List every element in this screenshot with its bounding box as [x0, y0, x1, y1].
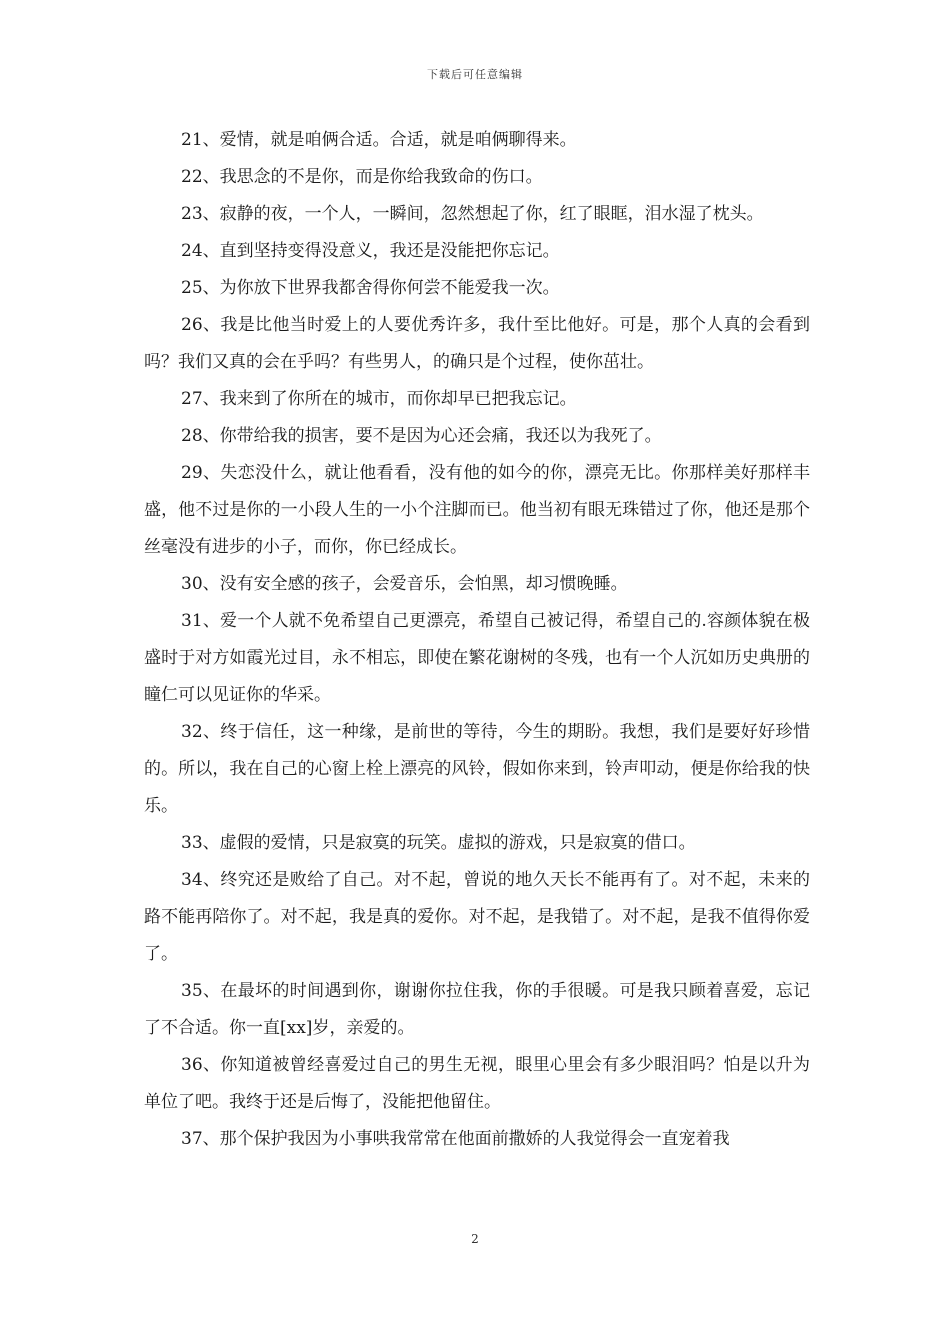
paragraph-37: 37、那个保护我因为小事哄我常常在他面前撒娇的人我觉得会一直宠着我 — [181, 1129, 730, 1149]
page-header: 下载后可任意编辑 — [427, 68, 523, 81]
paragraph-26: 26、我是比他当时爱上的人要优秀许多，我什至比他好。可是，那个人真的会看到吗？我们又真的会在乎吗？有些男人，的确只是个过程，使你茁壮。 — [144, 315, 810, 372]
paragraph-24: 24、直到坚持变得没意义，我还是没能把你忘记。 — [181, 241, 560, 261]
paragraph-25: 25、为你放下世界我都舍得你何尝不能爱我一次。 — [181, 278, 560, 298]
paragraph-32: 32、终于信任，这一种缘，是前世的等待，今生的期盼。我想，我们是要好好珍惜的。所以，我在自己的心窗上栓上漂亮的风铃，假如你来到，铃声叩动，便是你给我的快乐。 — [144, 722, 810, 816]
paragraph-28: 28、你带给我的损害，要不是因为心还会痛，我还以为我死了。 — [181, 426, 662, 446]
paragraph-36: 36、你知道被曾经喜爱过自己的男生无视，眼里心里会有多少眼泪吗？怕是以升为单位了吧。我终于还是后悔了，没能把他留住。 — [144, 1055, 810, 1112]
paragraph-35: 35、在最坏的时间遇到你，谢谢你拉住我，你的手很暖。可是我只顾着喜爱，忘记了不合适。你一直[xx]岁，亲爱的。 — [144, 981, 810, 1038]
paragraph-23: 23、寂静的夜，一个人，一瞬间，忽然想起了你，红了眼眶，泪水湿了枕头。 — [181, 204, 764, 224]
paragraph-27: 27、我来到了你所在的城市，而你却早已把我忘记。 — [181, 389, 577, 409]
paragraph-34: 34、终究还是败给了自己。对不起，曾说的地久天长不能再有了。对不起，未来的路不能再陪你了。对不起，我是真的爱你。对不起，是我错了。对不起，是我不值得你爱了。 — [144, 870, 810, 964]
document-body — [144, 122, 810, 1158]
paragraph-21: 21、爱情，就是咱俩合适。合适，就是咱俩聊得来。 — [181, 130, 577, 150]
paragraph-31: 31、爱一个人就不免希望自己更漂亮，希望自己被记得，希望自己的.容颜体貌在极盛时于对方如霞光过目，永不相忘，即使在繁花谢树的冬残，也有一个人沉如历史典册的瞳仁可以见证你的华采。 — [144, 611, 810, 705]
paragraph-30: 30、没有安全感的孩子，会爱音乐，会怕黑，却习惯晚睡。 — [181, 574, 628, 594]
page-number: 2 — [471, 1232, 479, 1246]
paragraph-29: 29、失恋没什么，就让他看看，没有他的如今的你，漂亮无比。你那样美好那样丰盛，他不过是你的一小段人生的一小个注脚而已。他当初有眼无珠错过了你，他还是那个丝毫没有进步的小子，而你，你已经成长。 — [144, 463, 810, 557]
paragraph-33: 33、虚假的爱情，只是寂寞的玩笑。虚拟的游戏，只是寂寞的借口。 — [181, 833, 696, 853]
paragraph-22: 22、我思念的不是你，而是你给我致命的伤口。 — [181, 167, 543, 187]
